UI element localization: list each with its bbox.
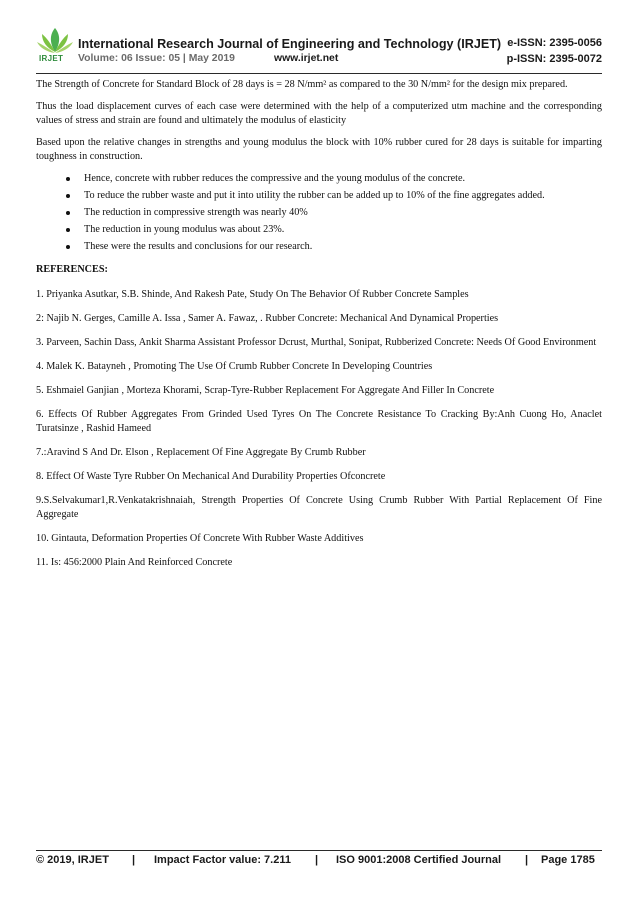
reference-item: 7.:Aravind S And Dr. Elson , Replacement Of Fine Aggregate By Crumb Rubber xyxy=(36,447,366,458)
list-item xyxy=(36,223,602,237)
references-heading: REFERENCES: xyxy=(36,264,108,275)
bullet-icon xyxy=(66,228,70,232)
reference-item: 2: Najib N. Gerges, Camille A. Issa , Samer A. Fawaz, . Rubber Concrete: Mechanical And Dynamical Properties xyxy=(36,313,499,324)
bullet-icon xyxy=(66,245,70,249)
footer-impact-factor: Impact Factor value: 7.211 xyxy=(154,854,291,866)
reference-item: 9.S.Selvakumar1,R.Venkatakrishnaiah, Strength Properties Of Concrete Using Crumb Rubber With Partial Replacement Of Fine Aggregate xyxy=(36,495,602,520)
body-paragraph: Based upon the relative changes in strengths and young modulus the block with 10% rubber cured for 28 days is suitable for imparting toughness in construction. xyxy=(36,137,602,162)
footer-separator: | xyxy=(525,854,529,866)
footer-separator: | xyxy=(132,854,136,866)
p-issn: p-ISSN: 2395-0072 xyxy=(506,53,602,65)
list-item xyxy=(36,172,602,186)
reference-item: 4. Malek K. Batayneh , Promoting The Use Of Crumb Rubber Concrete In Developing Countries xyxy=(36,361,433,372)
leaf-logo-icon xyxy=(36,26,74,56)
footer-separator: | xyxy=(315,854,319,866)
footer-iso: ISO 9001:2008 Certified Journal xyxy=(336,854,502,866)
irjet-logo xyxy=(36,26,74,64)
list-item xyxy=(36,189,602,203)
reference-item: 11. Is: 456:2000 Plain And Reinforced Concrete xyxy=(36,557,233,568)
reference-item: 5. Eshmaiel Ganjian , Morteza Khorami, Scrap-Tyre-Rubber Replacement For Aggregate And Filler In Concrete xyxy=(36,385,495,396)
main-content xyxy=(36,78,602,580)
bullet-icon xyxy=(66,177,70,181)
header-divider xyxy=(36,73,602,74)
e-issn: e-ISSN: 2395-0056 xyxy=(507,37,602,49)
reference-item: 6. Effects Of Rubber Aggregates From Grinded Used Tyres On The Concrete Resistance To Cracking By:Anh Cuong Ho, Anaclet Turatsinze , Rashid Hameed xyxy=(36,409,602,434)
page-header xyxy=(36,22,602,74)
footer-divider xyxy=(36,850,602,851)
reference-item: 1. Priyanka Asutkar, S.B. Shinde, And Rakesh Pate, Study On The Behavior Of Rubber Concrete Samples xyxy=(36,289,469,300)
body-paragraph: Thus the load displacement curves of each case were determined with the help of a computerized utm machine and the corresponding values of stress and strain are found and ultimately the modulus of elasticity xyxy=(36,101,602,126)
footer-copyright: © 2019, IRJET xyxy=(36,854,109,866)
page-footer xyxy=(36,854,602,870)
volume-issue: Volume: 06 Issue: 05 | May 2019 xyxy=(78,53,235,64)
logo-wordmark: IRJET xyxy=(39,54,64,63)
list-item-text: To reduce the rubber waste and put it into utility the rubber can be added up to 10% of the fine aggregates added. xyxy=(84,190,545,201)
bullet-icon xyxy=(66,194,70,198)
journal-website: www.irjet.net xyxy=(274,53,339,64)
reference-item: 3. Parveen, Sachin Dass, Ankit Sharma Assistant Professor Dcrust, Murthal, Sonipat, Rubberized Concrete: Needs Of Good Environment xyxy=(36,337,597,348)
conclusion-list xyxy=(36,172,602,254)
journal-title: International Research Journal of Engineering and Technology (IRJET) xyxy=(78,37,502,51)
bullet-icon xyxy=(66,211,70,215)
list-item-text: These were the results and conclusions for our research. xyxy=(84,241,313,252)
list-item-text: Hence, concrete with rubber reduces the compressive and the young modulus of the concrete. xyxy=(84,173,466,184)
list-item-text: The reduction in compressive strength was nearly 40% xyxy=(84,207,308,218)
list-item-text: The reduction in young modulus was about 23%. xyxy=(84,224,285,235)
reference-item: 8. Effect Of Waste Tyre Rubber On Mechanical And Durability Properties Ofconcrete xyxy=(36,471,386,482)
list-item xyxy=(36,240,602,254)
list-item xyxy=(36,206,602,220)
reference-item: 10. Gintauta, Deformation Properties Of Concrete With Rubber Waste Additives xyxy=(36,533,364,544)
body-paragraph: The Strength of Concrete for Standard Block of 28 days is = 28 N/mm² as compared to the 30 N/mm² for the design mix prepared. xyxy=(36,79,568,90)
footer-page-number: Page 1785 xyxy=(541,854,595,866)
